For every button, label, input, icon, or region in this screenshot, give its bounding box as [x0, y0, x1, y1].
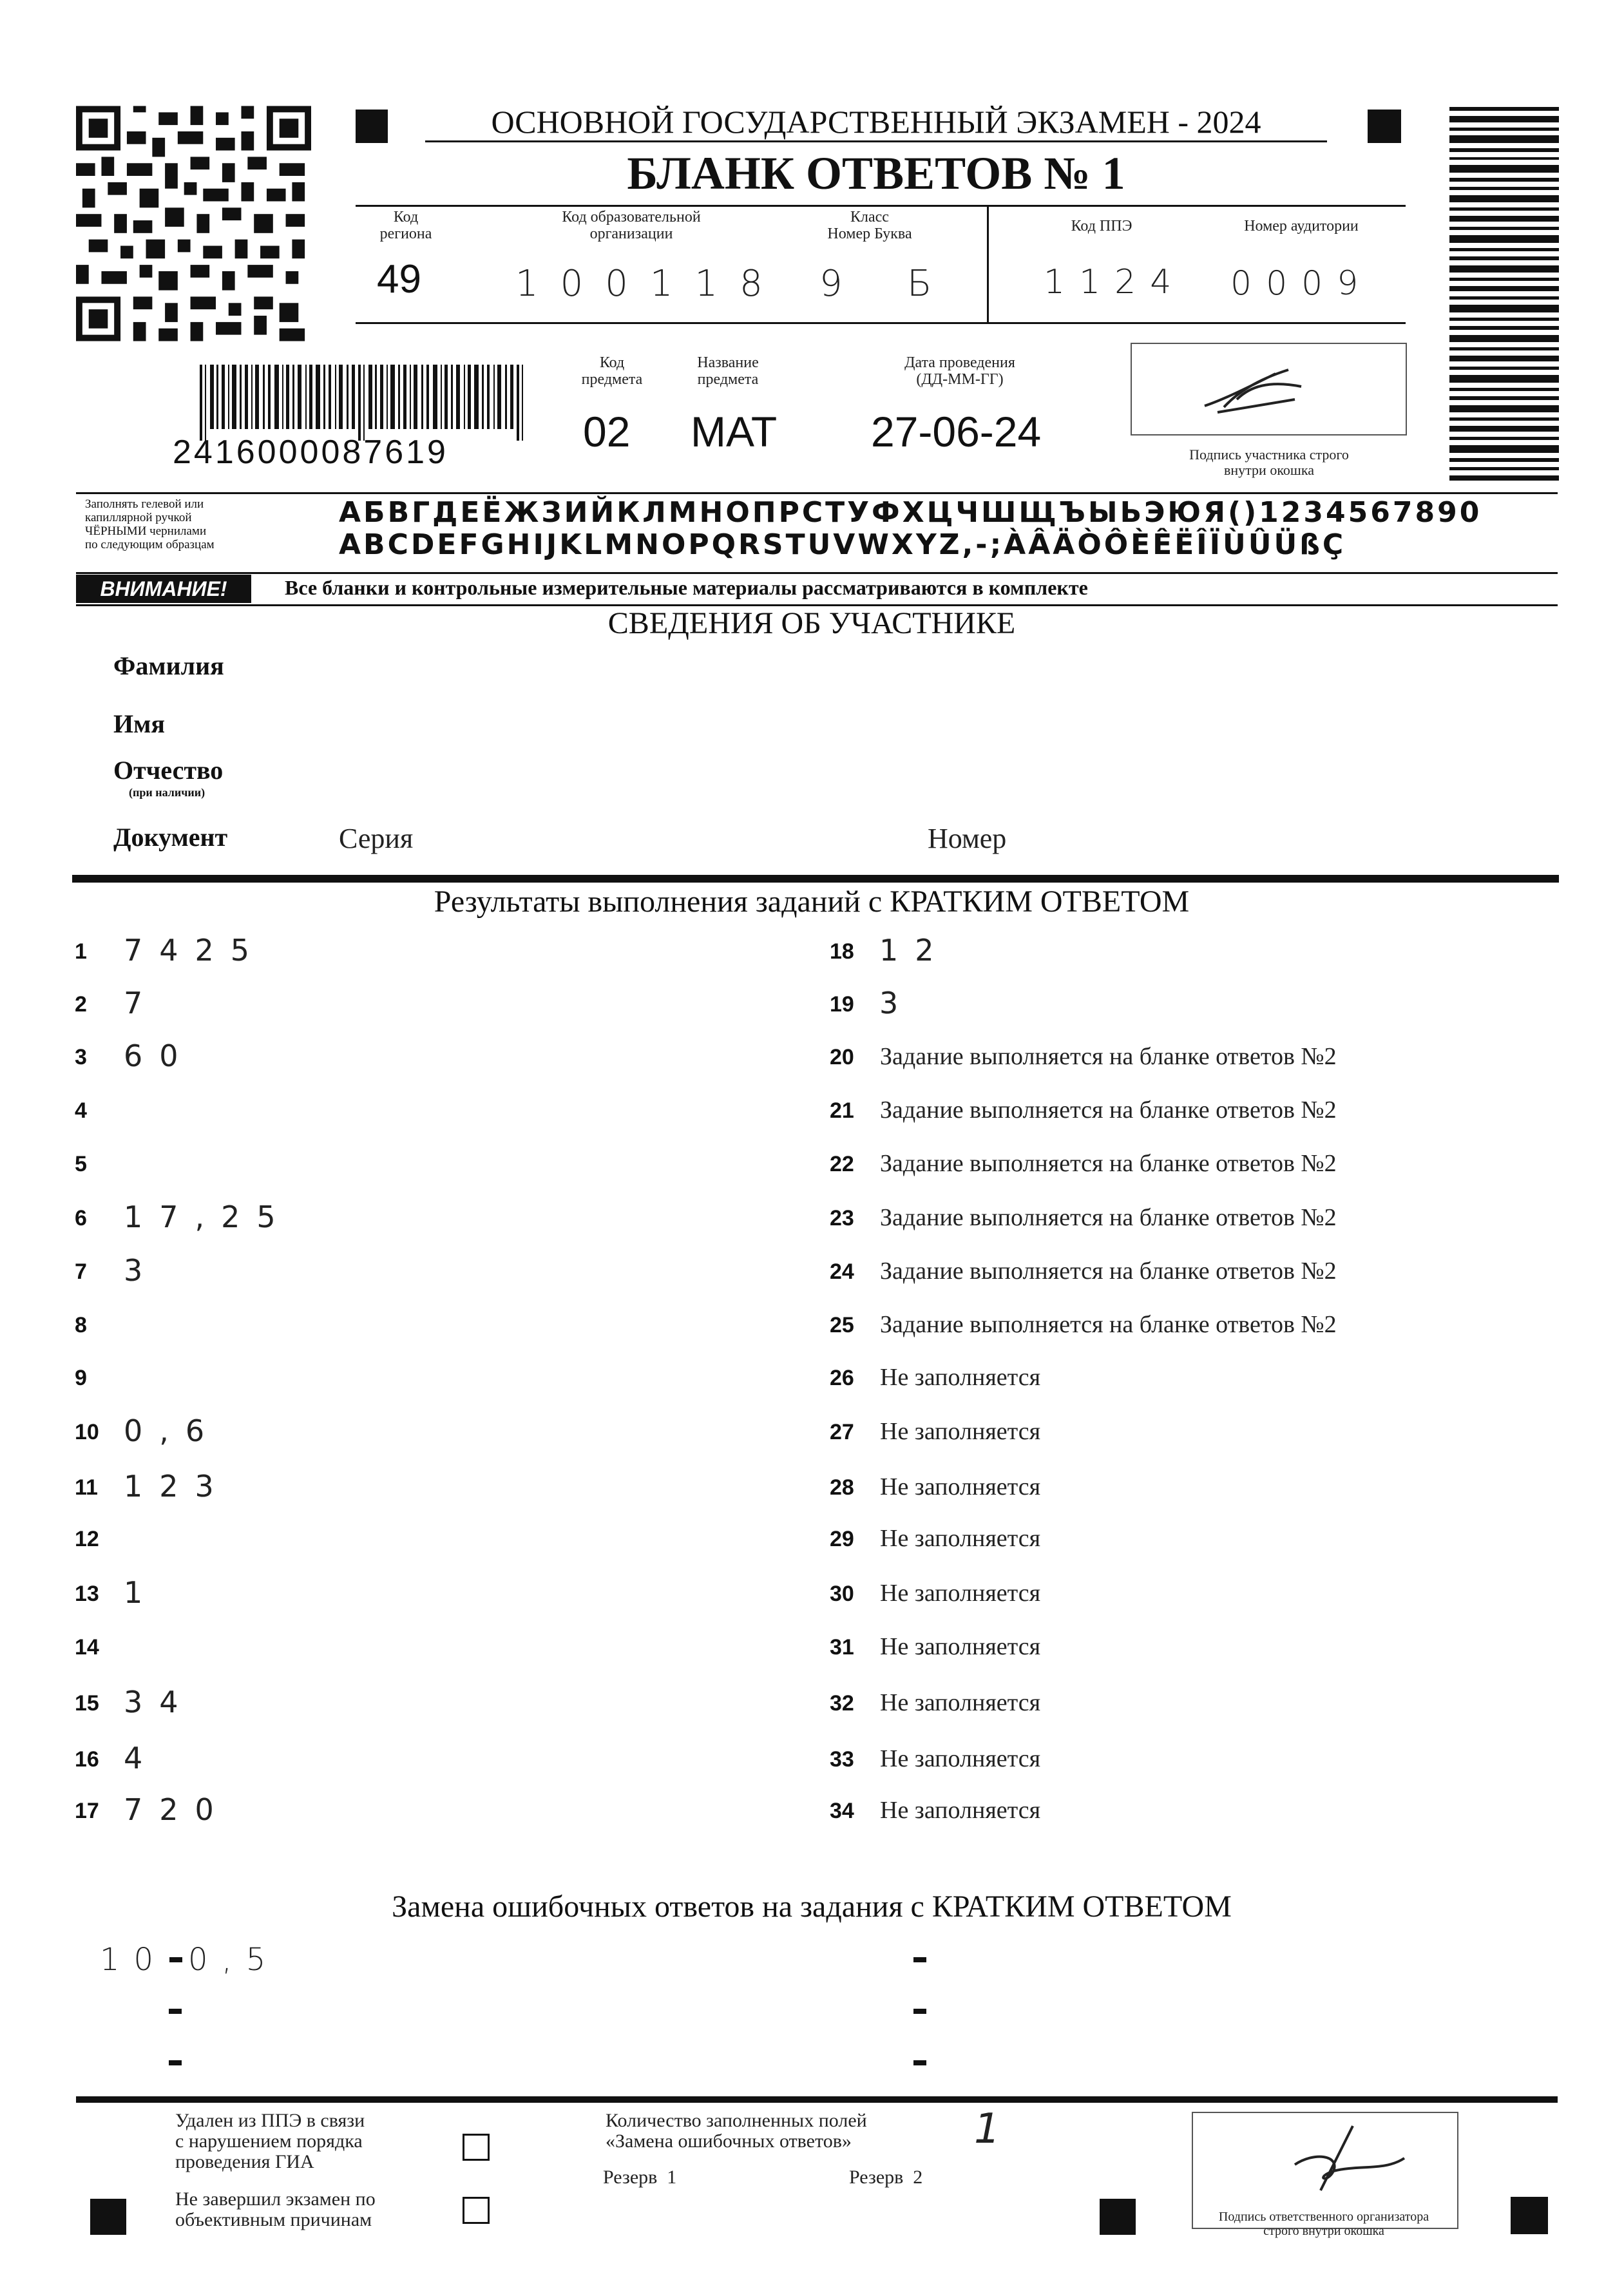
task-answer-16: 4 [124, 1741, 160, 1776]
header-divider [987, 205, 989, 322]
class-number: 9 [819, 263, 843, 305]
replacement-6-dash [913, 2060, 926, 2065]
task-number-18: 18 [830, 939, 854, 964]
replacement-1-value: 0,5 [188, 1942, 280, 1978]
task-answer-17: 720 [124, 1792, 231, 1827]
replacement-2-dash [169, 2009, 182, 2014]
marker-bottom-left [90, 2199, 126, 2235]
exam-title: ОСНОВНОЙ ГОСУДАРСТВЕННЫЙ ЭКЗАМЕН - 2024 [491, 104, 1261, 140]
notice-badge: ВНИМАНИЕ! [76, 575, 251, 603]
document-label: Документ [113, 823, 228, 852]
number-label: Номер [928, 823, 1007, 854]
ppe-label: Код ППЭ [1071, 218, 1132, 235]
side-barcode [1449, 107, 1559, 481]
task-number-26: 26 [830, 1366, 854, 1390]
task-note-26: Не заполняется [880, 1364, 1041, 1391]
task-answer-10: 0,6 [124, 1413, 222, 1448]
date-value: 27-06-24 [871, 408, 1042, 455]
not-finished-label: Не завершил экзамен по объективным причинам [175, 2188, 376, 2230]
participant-signature-icon [1198, 361, 1314, 419]
reserve-1-label: Резерв 1 [603, 2167, 677, 2188]
task-note-29: Не заполняется [880, 1525, 1041, 1552]
alphabet-instruction: Заполнять гелевой или капиллярной ручкой ЧЁРНЫМИ чернилами по следующим образцам [85, 497, 215, 551]
exam-title-underline [425, 140, 1327, 142]
replacement-5-dash [913, 2009, 926, 2014]
task-answer-6: 17,25 [124, 1200, 292, 1234]
replacement-section-title: Замена ошибочных ответов на задания с КРАТКИМ ОТВЕТОМ [392, 1890, 1232, 1924]
task-note-20: Задание выполняется на бланке ответов №2 [880, 1043, 1337, 1070]
task-number-7: 7 [75, 1259, 87, 1284]
reserve-2-label: Резерв 2 [849, 2167, 923, 2188]
class-letter: Б [907, 263, 932, 305]
task-answer-1: 7425 [124, 933, 267, 968]
footer-rule [76, 2096, 1558, 2103]
task-number-5: 5 [75, 1152, 87, 1176]
results-section-title: Результаты выполнения заданий с КРАТКИМ ОТВЕТОМ [434, 885, 1190, 919]
task-number-17: 17 [75, 1799, 99, 1823]
task-note-24: Задание выполняется на бланке ответов №2 [880, 1258, 1337, 1285]
task-note-27: Не заполняется [880, 1418, 1041, 1445]
task-number-30: 30 [830, 1582, 854, 1606]
task-number-32: 32 [830, 1691, 854, 1716]
replacement-4-dash [913, 1957, 926, 1962]
ppe-value: 1124 [1044, 263, 1186, 302]
task-number-24: 24 [830, 1259, 854, 1284]
task-number-20: 20 [830, 1045, 854, 1069]
participant-section-title: СВЕДЕНИЯ ОБ УЧАСТНИКЕ [607, 606, 1016, 640]
room-value: 0009 [1230, 264, 1373, 303]
task-number-13: 13 [75, 1582, 99, 1606]
task-number-31: 31 [830, 1635, 854, 1660]
participant-signature-caption: Подпись участника строго внутри окошка [1189, 446, 1349, 478]
task-note-23: Задание выполняется на бланке ответов №2 [880, 1204, 1337, 1231]
subject-code-value: 02 [583, 408, 631, 455]
header-rule-top [356, 205, 1406, 207]
task-number-16: 16 [75, 1747, 99, 1772]
task-note-30: Не заполняется [880, 1580, 1041, 1607]
replacement-1-number: 10 [100, 1942, 168, 1978]
removed-label: Удален из ППЭ в связи с нарушением порядка проведения ГИА [175, 2110, 365, 2172]
task-answer-7: 3 [124, 1253, 160, 1288]
marker-top-right [1368, 110, 1401, 143]
region-label: Код региона [379, 209, 432, 242]
not-finished-checkbox[interactable] [463, 2197, 490, 2224]
task-number-22: 22 [830, 1152, 854, 1176]
replacement-3-dash [169, 2060, 182, 2065]
results-rule-top [72, 875, 1559, 883]
task-note-32: Не заполняется [880, 1689, 1041, 1716]
task-number-8: 8 [75, 1313, 87, 1337]
count-label: Количество заполненных полей «Замена ошибочных ответов» [606, 2110, 867, 2152]
task-number-34: 34 [830, 1799, 854, 1823]
task-number-14: 14 [75, 1635, 99, 1660]
task-answer-15: 34 [124, 1685, 195, 1719]
alphabet-rule-top [76, 492, 1558, 494]
class-label: Класс Номер Буква [827, 209, 912, 242]
form-title: БЛАНК ОТВЕТОВ № 1 [627, 148, 1125, 199]
task-number-4: 4 [75, 1098, 87, 1123]
task-note-22: Задание выполняется на бланке ответов №2 [880, 1150, 1337, 1177]
task-number-25: 25 [830, 1313, 854, 1337]
subject-code-label: Код предмета [581, 354, 643, 388]
notice-rule-top [76, 572, 1558, 574]
task-number-12: 12 [75, 1527, 99, 1551]
task-number-21: 21 [830, 1098, 854, 1123]
task-answer-18: 12 [879, 933, 951, 968]
task-number-33: 33 [830, 1747, 854, 1772]
task-number-28: 28 [830, 1475, 854, 1500]
header-rule-bottom [356, 322, 1406, 324]
patronymic-label: Отчество [113, 756, 224, 785]
task-number-15: 15 [75, 1691, 99, 1716]
region-value: 49 [377, 257, 421, 302]
replacement-1-dash [169, 1957, 182, 1962]
task-number-29: 29 [830, 1527, 854, 1551]
task-answer-3: 60 [124, 1038, 195, 1073]
alphabet-row-cyrillic: АБВГДЕЁЖЗИЙКЛМНОПРСТУФХЦЧШЩЪЫЬЭЮЯ()1234567890 [339, 496, 1482, 529]
task-number-6: 6 [75, 1206, 87, 1230]
task-number-2: 2 [75, 992, 87, 1017]
barcode-number: 2416000087619 [173, 434, 448, 471]
count-value: 1 [974, 2105, 1000, 2153]
task-number-3: 3 [75, 1045, 87, 1069]
task-note-34: Не заполняется [880, 1797, 1041, 1824]
marker-bottom-right [1511, 2197, 1548, 2234]
task-note-25: Задание выполняется на бланке ответов №2 [880, 1311, 1337, 1338]
qr-code [76, 104, 311, 343]
task-note-21: Задание выполняется на бланке ответов №2 [880, 1096, 1337, 1124]
task-number-19: 19 [830, 992, 854, 1017]
series-label: Серия [339, 823, 414, 854]
org-label: Код образовательной организации [562, 209, 701, 242]
subject-name-value: МАТ [691, 408, 778, 455]
task-number-9: 9 [75, 1366, 87, 1390]
marker-top-left [356, 110, 388, 143]
date-label: Дата проведения (ДД-ММ-ГГ) [904, 354, 1015, 388]
name-label: Имя [113, 709, 165, 738]
task-answer-19: 3 [879, 986, 915, 1020]
task-number-1: 1 [75, 939, 87, 964]
alphabet-row-latin: ABCDEFGHIJKLMNOPQRSTUVWXYZ,-;ÀÂÄÒÔÈÊËÎÏÙÛÜßÇ [339, 528, 1346, 561]
task-number-11: 11 [75, 1475, 98, 1500]
marker-bottom-mid [1100, 2199, 1136, 2235]
removed-checkbox[interactable] [463, 2134, 490, 2161]
task-answer-11: 123 [124, 1469, 231, 1504]
surname-label: Фамилия [113, 651, 224, 680]
organizer-signature-caption: Подпись ответственного организатора строго внутри окошка [1218, 2210, 1429, 2238]
patronymic-note: (при наличии) [129, 786, 205, 799]
task-number-10: 10 [75, 1420, 99, 1444]
task-note-33: Не заполняется [880, 1745, 1041, 1772]
task-number-23: 23 [830, 1206, 854, 1230]
task-answer-13: 1 [124, 1575, 160, 1610]
subject-name-label: Название предмета [697, 354, 759, 388]
task-note-28: Не заполняется [880, 1473, 1041, 1500]
task-note-31: Не заполняется [880, 1633, 1041, 1660]
organizer-signature-icon [1275, 2120, 1417, 2197]
notice-text: Все бланки и контрольные измерительные материалы рассматриваются в комплекте [285, 576, 1088, 599]
org-value: 100118 [515, 263, 785, 305]
room-label: Номер аудитории [1244, 218, 1359, 235]
task-number-27: 27 [830, 1420, 854, 1444]
task-answer-2: 7 [124, 986, 160, 1020]
